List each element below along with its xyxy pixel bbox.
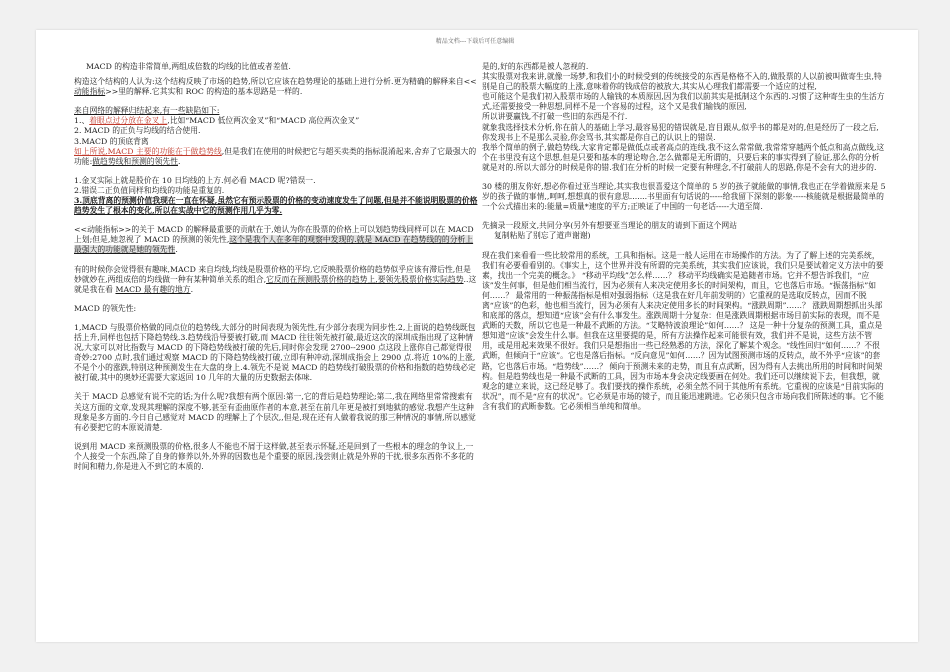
text-run: ,比如“MACD 低位两次金叉”和“MACD 高位两次金叉”: [167, 116, 360, 126]
text-run: 1.金叉实际上就是股价在 10 日均线的上方.何必看 MACD 呢?错误一.: [74, 175, 316, 185]
paragraph: 是的,好的东西都是被人忽视的.: [482, 62, 589, 71]
text-run: 3.MACD 的顶底背离: [74, 136, 149, 146]
header-note: 精品文档---下载后可任意编辑: [435, 38, 515, 45]
paragraph: 现在我们来看看一些比较常用的系统，工具和指标。这是一般人运用在市场操作的方法。为了了解上述的完美系统，我们有必要看看别的。《事实上，这个世界并没有所谓的完美系统，其实我们应该说，我们只是要试着定义方法中的要素，找出一个完美的概念。》 “移动平均线”怎么样……？ 移动平均线确实是追随者市场。它并不想告诉我们，“应该”发生何事，但是他们相当流行，因为必须有人来决定使用多长的时间架构，而且，它也落后市场。“振荡指标”如何……？ 最常用的一种振荡指标是相对强弱指标（这是我在好几年前发明的）它重视的是选取反转点，因而不脱离“应该”的色彩，他也相当流行，因为必须有人来决定使用多长的时间架构。“涨跌周期”……？ 涨跌周期想抓出头部和底部的落点，想知道“应该”会有什么事发生。涨跌周期十分复杂：但是涨跌周期根据市场目前实际的表现，而不是武断的天数，所以它也是一种最不武断的方法。“艾略特波浪理论”如何……？ 这是一种十分复杂的预测工具，重点是想知道“应该”会发生什么事。但我在这里要提的是，所有方法操作起来可能很有效，我们并不是说，这些方法不管用，或是用起来效果不很好。我们只是想指出一些已经熟悉的方法，深化了解某个观念。“线性回归”如何……？不很武断，但倾向于“应该”。它也是落后指标。“反向意见”如何……？因为试图预测市场的反转点，故不外乎“应该”的套路，它也落后市场。“趋势线”……？ 倾向于预测未来的走势，而且有点武断，因为得有人去挑出所用的时间和时间架构。但是趋势线也是一种最不武断的工具，因为市场本身会决定线要画在何处。我们还可以继续说下去，但我想，就观念的建立来说，这已经足够了。我们要找的操作系统，必须全然不同于其他所有系统。它重视的应该是“目前实际的状况”，而不是“应有的状况”。它必须是市场的镜子，而且能迅速跳进。它必须只包含市场向我们所陈述的事。它不能含有我们的武断参数。它必须相当单纯和简单。: [482, 250, 884, 411]
paragraph: [74, 225, 478, 255]
text-run: >>里的解释.它其实和 ROC 的构造的基本思路是一样的.: [105, 87, 303, 97]
text-run: 复制粘贴了别忘了道声谢谢): [494, 231, 591, 241]
right-column: [482, 62, 886, 417]
book-link[interactable]: 动能指标: [74, 87, 106, 97]
text-run: 有的时候你会觉得很有趣味,MACD 来自均线,均线是股票价格的平均,它反映股票价格的趋势似乎应该有滞后性,但是妙就妙在,两组成倍的均线做一种有某种简单关系的组合,: [74, 264, 471, 284]
left-column: [74, 62, 478, 477]
paragraph: [74, 176, 478, 216]
bold-text: 3.顶底背离的预测价值我现在一直在怀疑,虽然它有预示股票的价格的变动速度发生了问题,但是并不能说明股票的价格趋势发生了根本的变化,所以在实战中它的预测作用几乎为零.: [74, 196, 478, 216]
paragraph: 其实股票对我来讲,就像一场梦,和我们小的时候受到的传统接受的东西是格格不入的,做股票的人以前被叫做寄生虫,特别是自己的股票大幅度的上涨,意味着你的钱成倍的被放大,其实从心理我们都需要一个适应的过程,: [482, 72, 882, 92]
paragraph: 关于 MACD 总感觉有说不完的话;为什么呢?我想有两个原因:第一,它的背后是趋势理论;第二,我在网络里常常搜索有关这方面的文章,发现其理解的深度不够,甚至有歪曲原作者的本意,甚至在前几年更是被打到地狱的感觉.我想产生这种现象是多方面的.今日自己感觉对 MACD 的理解上了个层次,,但是,现在还有人做着我说的那三种情况的事情,所以感觉有必要把它的本原说清楚.: [74, 392, 476, 432]
section-heading: MACD 的领先性:: [74, 303, 137, 313]
paragraph: 我举个简单的例子,做趋势线,大家肯定都是做低点或者高点的连线,我不这么常常做,我常常穿越两个低点和高点做线,这个在书里没有这个思想,但是只要和基本的理论吻合,怎么做都是无所谓的，只要后来的事实得到了验证,那么你的分析就是对的.所以大部分的时候是你的错.我们在分析的时候一定要有种理念,不打破前人的思路,你是不会有大的进步的.: [482, 142, 885, 172]
paragraph: [74, 265, 478, 295]
text-run: ,但是我们在使用的时候把它与超买卖类的指标混淆起来,舍弃了它最强大的功能:: [74, 146, 477, 166]
text-run: 先摘录一段原文,共同分享(另外有想要亚当理论的朋友的请到下面这个网站: [482, 221, 738, 231]
text-run: 1.、: [74, 116, 90, 126]
paragraph: 30 楼的朋友你好,想必你看过亚当理论,其实我也很喜爱这个简单的 5 岁的孩子就能做的事情,我也正在学着做原来是 5 岁的孩子做的事情,,呵呵,想想真的很有意思.......书里面有句话说的-----给我留下深刻的影象-----核能就是根据最简单的一个公式描出来的:能量=质量*速度的平方;正映证了中国的一句老话-----大道至简.: [482, 182, 886, 212]
highlight-grey: 这个是我个人在多年的观察中发现的.就是 MACD 在趋势线的的分析上最强大的功能就是她的领先性: [74, 235, 474, 255]
text-run: 构造这个结构的人认为:这个结构反映了市场的趋势,所以它应该在趋势理论的基础上进行分析.更为精确的解释来自<<: [74, 77, 477, 87]
text-run: .: [178, 156, 181, 166]
text-run: 2.错误二正负值同样和均线的功能是重复的.: [74, 185, 225, 195]
text-run: 来自网络的解释归结起来,有一些缺陷如下:: [74, 106, 220, 116]
underlined-text: 它反而在预测股票价格的趋势上,要领先股票价格实际趋势: [266, 274, 464, 284]
text-run: ..这就是我在看: [74, 274, 477, 294]
paragraph: [74, 77, 478, 97]
paragraph: [482, 221, 886, 241]
text-run: .: [175, 245, 178, 255]
text-run: 2. MACD 的正负与均线的结合使用.: [74, 126, 201, 136]
paragraph: 1,MACD 与股票价格做的同点位的趋势线,大部分的时间表现为领先性,有少部分表现为同步性.2,上面说的趋势线既包括上升,同样也包括下降趋势线.3.趋势线沿导要被打破,而 MACD 往往领先被打破,最近这次的深圳成指出现了这种情况,大家可以对比指数与 MACD 的下降趋势线被打破的先后,同时你会发现 2700--2900 点这段上涨你自己都觉得很奇妙:2700 点时,我们通过观察 MACD 的下降趋势线被打破,立即有种冲动,深圳成指会上 2900 点.将近 10%的上涨,不是个小的涨跌,特别这种预测发生在大盘的身上.4.领先不是说 MACD 的趋势线打破股票的价格和指数的趋势线必定被打破,其中的奥妙还需要大家返回 10 几年的大量的历史数据去体味.: [74, 322, 476, 383]
paragraph: 也可能这个是我们初入股票市场的人输钱的本质原因,因为我们以前其实是抵制这个东西的.习惯了这种寄生虫的生活方式,还需要接受一种思想,同样不是一个容易的过程，这个又是我们输钱的原因,: [482, 92, 885, 112]
highlight-red: 如上所说,MACD 主要的功能在于做趋势线: [74, 146, 222, 156]
underlined-text: 做趋势线和预测的领先性: [92, 156, 178, 166]
paragraph: [74, 106, 478, 167]
text-run: <<动能指标>>的关于 MACD 的解释最重要的贡献在于,她认为你在股票的价格上可以划趋势线同样可以在 MACD 上划;但是,她忽视了 MACD 的预测的领先性,: [74, 225, 474, 245]
paragraph: 说到用 MACD 来预测股票的价格,很多人不能也不屑于这样做,甚至表示怀疑,还是回到了一些根本的理念的争议上,一个人接受一个东西,除了自身的修养以外,外界的因数也是个重要的原因,浅尝则止就是外界的干扰,很多东西你不多花的时间和精力,你是进入不到它的本质的.: [74, 441, 474, 471]
paragraph: 就象我选择技术分析,你在前人的基础上学习,最容易犯的错误就是,盲目跟从,似乎书的都是对的,但是经历了一段之后,你发现书上不是那么灵验,你会骂书,其实都是你自己的认识上的错误.: [482, 122, 879, 142]
highlight-red: 着眼点过分放在金叉上: [89, 116, 168, 126]
underlined-text: MACD 最有趣的地方: [115, 284, 191, 294]
text-run: .: [190, 284, 194, 294]
paragraph: MACD 的构造非常简单,两组成倍数的均线的比值或者差值.: [86, 62, 291, 71]
paragraph: 所以讲要赢钱,不打破一些旧的东西是不行.: [482, 112, 628, 122]
